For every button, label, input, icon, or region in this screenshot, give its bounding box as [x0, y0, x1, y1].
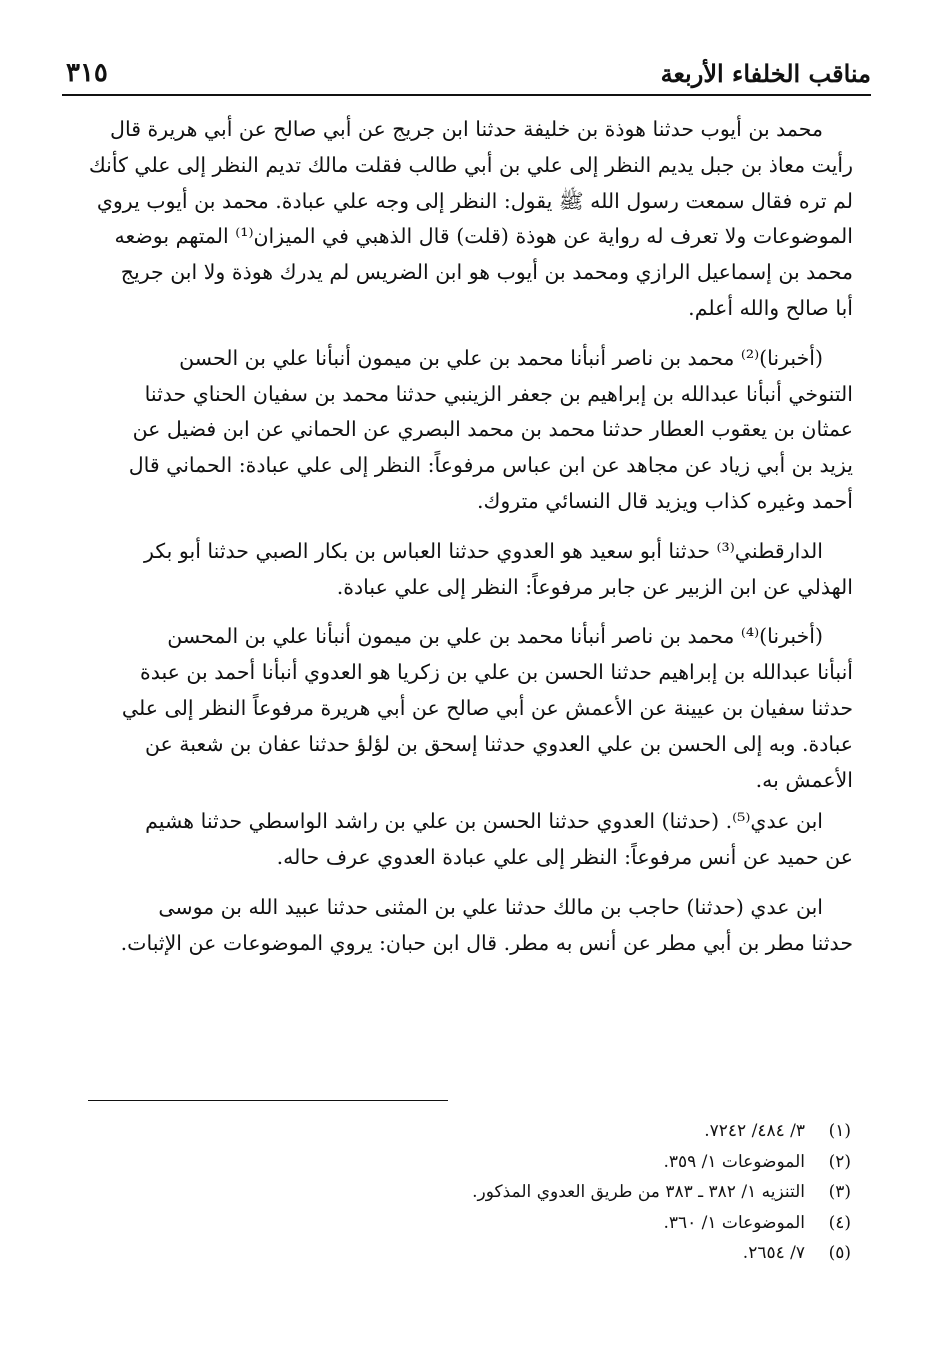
footnote-text: ٣/ ٤٨٤/ ٧٢٤٢. [704, 1121, 805, 1141]
footnote [300, 1116, 851, 1147]
running-header [62, 52, 871, 96]
paragraph [80, 890, 853, 962]
footnote-text: ٧/ ٢٦٥٤. [742, 1243, 805, 1263]
text-line: ابن عدي (حدثنا) حاجب بن مالك حدثنا علي بن المثنى حدثنا عبيد الله بن موسى [158, 894, 823, 919]
text-line: حدثنا مطر بن أبي مطر عن أنس به مطر. قال ابن حبان: يروي الموضوعات عن الإثبات. [120, 930, 853, 955]
text-line: (أخبرنا)⁽²⁾ محمد بن ناصر أنبأنا محمد بن علي بن ميمون أنبأنا علي بن الحسن [179, 345, 823, 370]
paragraph [80, 534, 853, 606]
footnote [300, 1147, 851, 1178]
main-text [80, 112, 853, 976]
text-line: يزيد بن أبي زياد عن مجاهد عن ابن عباس مرفوعاً: النظر إلى علي عبادة: الحماني قال [128, 453, 853, 478]
text-line: رأيت معاذ بن جبل يديم النظر إلى علي بن أبي طالب فقلت مالك تديم النظر إلى علي كأنك [88, 152, 853, 177]
paragraph [80, 804, 853, 876]
text-line: محمد بن إسماعيل الرازي ومحمد بن أيوب هو ابن الضريس لم يدرك هوذة ولا ابن جريج [120, 260, 853, 285]
paragraph [80, 341, 853, 520]
footnote-text: الموضوعات ١/ ٣٦٠. [663, 1212, 805, 1233]
footnote [300, 1177, 851, 1208]
footnote-number: (٢) [828, 1151, 851, 1172]
footnote [300, 1238, 851, 1269]
footnotes [300, 1116, 851, 1269]
page-number: ٣١٥ [66, 58, 108, 88]
footnote-separator [88, 1100, 448, 1101]
text-line: (أخبرنا)⁽⁴⁾ محمد بن ناصر أنبأنا محمد بن علي بن ميمون أنبأنا علي بن المحسن [167, 624, 823, 649]
paragraph [80, 619, 853, 798]
text-line: الأعمش به. [755, 767, 853, 792]
footnote-number: (٤) [828, 1212, 851, 1233]
footnote [300, 1208, 851, 1239]
text-line: حدثنا سفيان بن عيينة عن الأعمش عن أبي صالح عن أبي هريرة مرفوعاً النظر إلى علي [121, 695, 853, 720]
paragraph [80, 112, 853, 327]
text-line: ابن عدي⁽⁵⁾. (حدثنا) العدوي حدثنا الحسن بن علي بن راشد الواسطي حدثنا هشيم [145, 809, 823, 834]
footnote-number: (١) [828, 1121, 851, 1141]
text-line: التنوخي أنبأنا عبدالله بن إبراهيم بن جعفر الزينبي حدثنا محمد بن سفيان الحناي حدثنا [144, 381, 853, 406]
footnote-text: التنزيه ١/ ٣٨٢ ـ ٣٨٣ من طريق العدوي المذكور. [472, 1182, 805, 1202]
text-line: لم تره فقال سمعت رسول الله ﷺ يقول: النظر إلى وجه علي عبادة. محمد بن أيوب يروي [96, 188, 853, 213]
text-line: عمثان بن يعقوب العطار حدثنا محمد بن محمد البصري عن الحماني عن ابن فضيل عن [132, 417, 853, 442]
running-title: مناقب الخلفاء الأربعة [660, 59, 871, 88]
text-line: الدارقطني⁽³⁾ حدثنا أبو سعيد هو العدوي حدثنا العباس بن بكار الصبي حدثنا أبو بكر [144, 538, 823, 563]
text-line: أبا صالح والله أعلم. [688, 295, 853, 320]
text-line: الهذلي عن ابن الزبير عن جابر مرفوعاً: النظر إلى علي عبادة. [336, 574, 853, 599]
footnote-number: (٥) [828, 1243, 851, 1263]
text-line: الموضوعات ولا تعرف له رواية عن هوذة (قلت) قال الذهبي في الميزان⁽¹⁾ المتهم بوضعه [114, 224, 853, 249]
footnote-number: (٣) [828, 1182, 851, 1202]
text-line: عن حميد عن أنس مرفوعاً: النظر إلى علي عبادة العدوي عرف حاله. [276, 845, 853, 870]
footnote-text: الموضوعات ١/ ٣٥٩. [663, 1151, 805, 1172]
text-line: عبادة. وبه إلى الحسن بن علي العدوي حدثنا إسحق بن لؤلؤ حدثنا عفان بن شعبة عن [144, 731, 853, 756]
text-line: أحمد وغيره كذاب ويزيد قال النسائي متروك. [476, 488, 853, 513]
text-line: محمد بن أيوب حدثنا هوذة بن خليفة حدثنا ابن جريج عن أبي صالح عن أبي هريرة قال [110, 117, 823, 141]
text-line: أنبأنا عبدالله بن إبراهيم حدثنا الحسن بن علي بن زكريا هو العدوي أنبأنا أحمد بن عبدة [139, 660, 853, 685]
